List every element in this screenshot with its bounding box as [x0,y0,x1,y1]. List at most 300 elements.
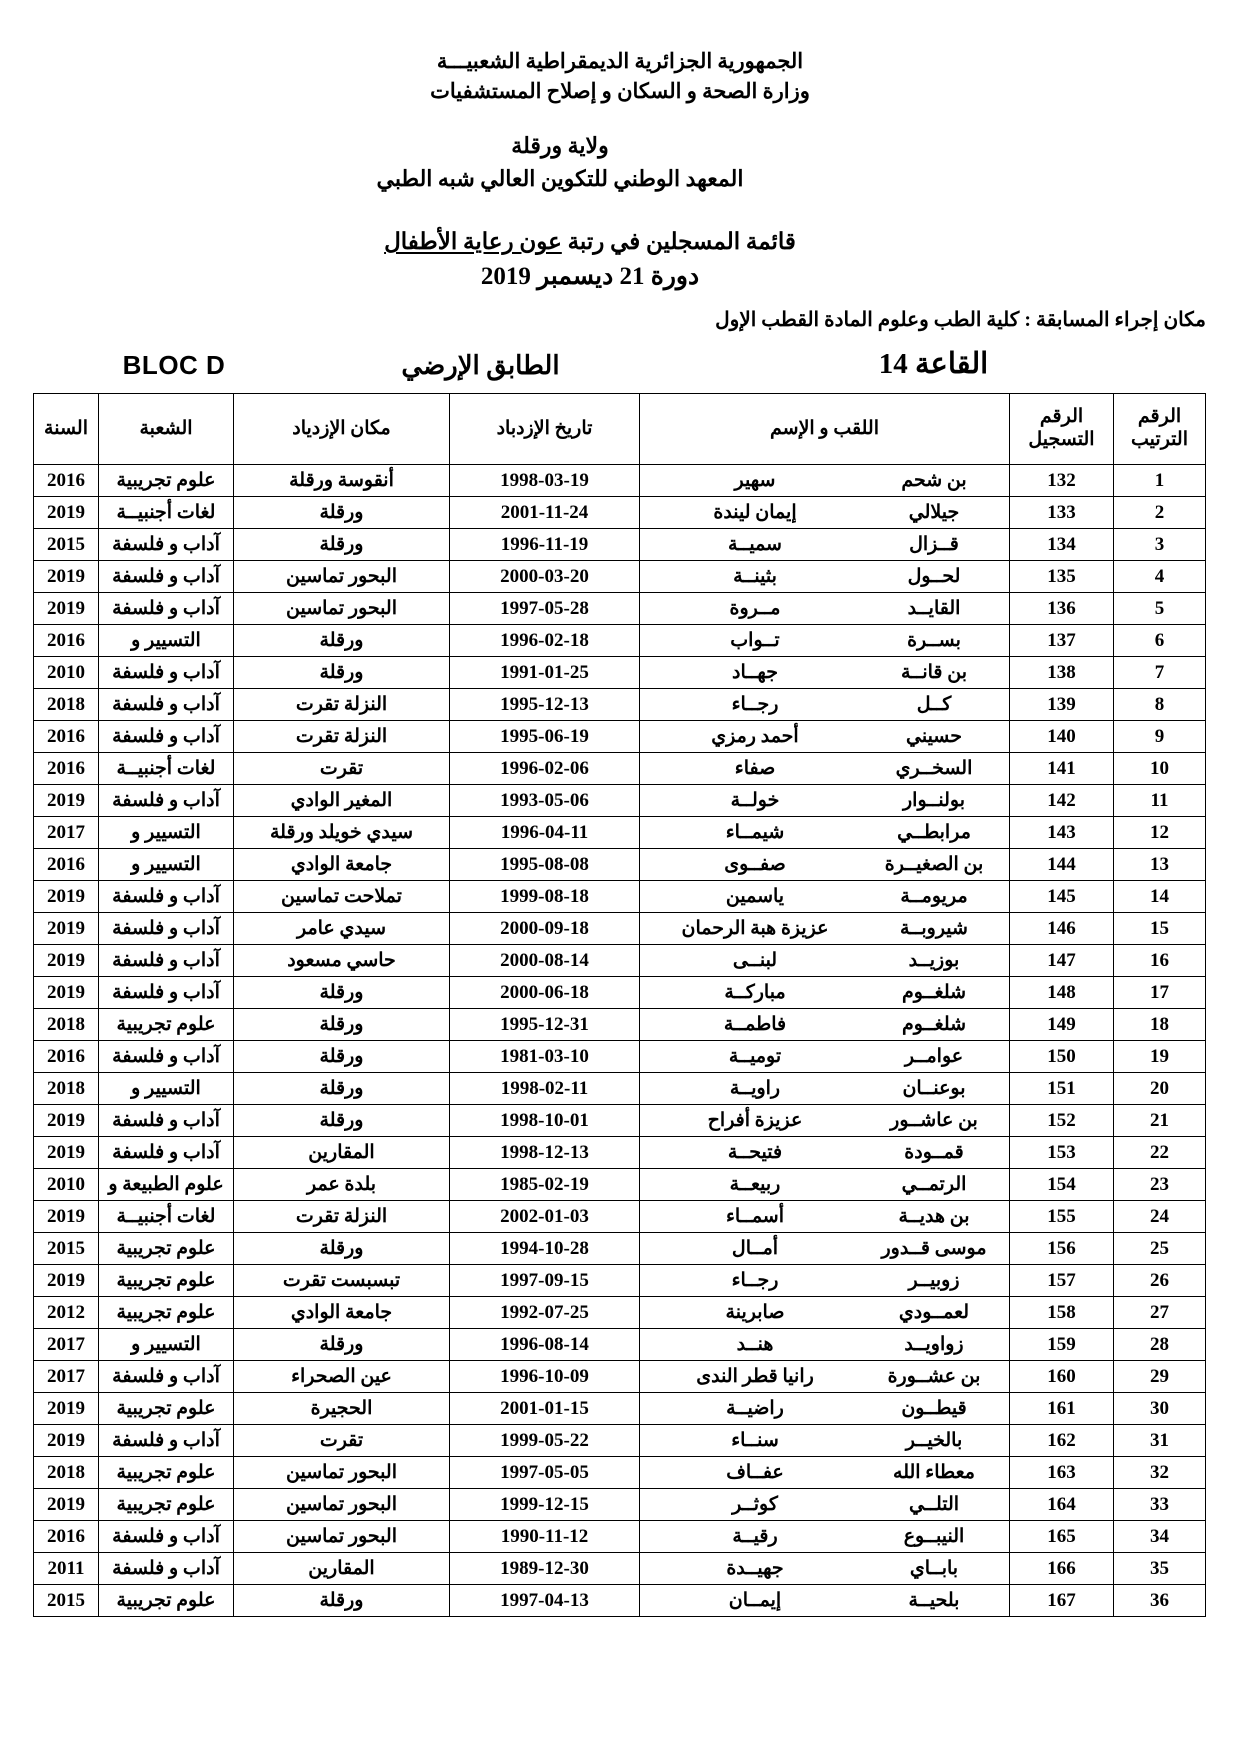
cell-lastname: موسى قــدور [881,1237,987,1259]
cell-ordre: 29 [1114,1360,1206,1392]
cell-branch: علوم تجريبية [99,1264,234,1296]
cell-name [640,624,1010,656]
cell-birth-date: 1999-12-15 [450,1488,640,1520]
cell-inscription: 161 [1010,1392,1114,1424]
cell-ordre: 34 [1114,1520,1206,1552]
cell-name [640,1104,1010,1136]
cell-lastname: بولنــوار [902,789,966,811]
cell-branch: آداب و فلسفة [99,1520,234,1552]
cell-name [640,1072,1010,1104]
cell-inscription: 152 [1010,1104,1114,1136]
cell-lastname: مريومــة [900,885,968,907]
cell-year: 2019 [34,1104,99,1136]
cell-ordre: 35 [1114,1552,1206,1584]
cell-inscription: 151 [1010,1072,1114,1104]
cell-name [640,1456,1010,1488]
table-row [34,688,1206,720]
cell-birth-place: ورقلة [234,624,450,656]
cell-ordre: 2 [1114,496,1206,528]
col-header-birth-date: تاريخ الإزدباد [450,393,640,464]
cell-ordre: 13 [1114,848,1206,880]
cell-branch: التسيير و [99,816,234,848]
cell-branch: علوم تجريبية [99,1488,234,1520]
cell-inscription: 139 [1010,688,1114,720]
cell-year: 2018 [34,1008,99,1040]
cell-name [640,1424,1010,1456]
cell-ordre: 27 [1114,1296,1206,1328]
cell-name [640,1392,1010,1424]
cell-year: 2019 [34,784,99,816]
table-row [34,656,1206,688]
cell-birth-place: سيدي خويلد ورقلة [234,816,450,848]
cell-firstname: مباركــة [724,981,786,1003]
cell-lastname: بن عشــورة [887,1365,981,1387]
cell-name [640,464,1010,496]
cell-ordre: 4 [1114,560,1206,592]
cell-inscription: 150 [1010,1040,1114,1072]
cell-branch: علوم تجريبية [99,1232,234,1264]
cell-lastname: حسيني [906,725,962,747]
table-row [34,560,1206,592]
cell-branch: علوم الطبيعة و [99,1168,234,1200]
cell-birth-date: 1985-02-19 [450,1168,640,1200]
cell-name [640,1168,1010,1200]
col-header-ordre-line1: الرقم [1137,406,1182,428]
cell-firstname: كوثــر [732,1493,778,1515]
cell-year: 2016 [34,464,99,496]
cell-firstname: عزيزة أفراح [707,1109,803,1131]
cell-ordre: 1 [1114,464,1206,496]
cell-year: 2019 [34,1392,99,1424]
cell-inscription: 142 [1010,784,1114,816]
cell-firstname: شيمــاء [725,821,785,843]
title-rank: عون رعاية الأطفال [384,228,562,254]
cell-firstname: رانيا قطر الندى [696,1365,814,1387]
cell-year: 2016 [34,720,99,752]
cell-birth-place: تبسبست تقرت [234,1264,450,1296]
cell-birth-place: المقارين [234,1136,450,1168]
table-row [34,1200,1206,1232]
cell-inscription: 162 [1010,1424,1114,1456]
cell-name [640,720,1010,752]
cell-birth-date: 2000-08-14 [450,944,640,976]
cell-birth-date: 1989-12-30 [450,1552,640,1584]
cell-name [640,1552,1010,1584]
col-header-ordre-line2: الترتيب [1131,428,1188,450]
cell-ordre: 6 [1114,624,1206,656]
cell-lastname: قــزال [909,533,959,555]
cell-year: 2019 [34,976,99,1008]
cell-branch: علوم تجريبية [99,1296,234,1328]
cell-firstname: هنــد [736,1333,774,1355]
cell-firstname: أحمد رمزي [711,725,799,747]
cell-lastname: معطاء الله [893,1461,975,1483]
cell-birth-date: 1981-03-10 [450,1040,640,1072]
cell-inscription: 156 [1010,1232,1114,1264]
cell-name [640,496,1010,528]
table-row [34,496,1206,528]
cell-lastname: بن قانــة [901,661,967,683]
table-body [34,464,1206,1616]
cell-inscription: 164 [1010,1488,1114,1520]
cell-birth-date: 1998-03-19 [450,464,640,496]
col-header-inscription [1010,393,1114,464]
cell-ordre: 22 [1114,1136,1206,1168]
cell-birth-date: 1998-02-11 [450,1072,640,1104]
cell-birth-date: 1995-06-19 [450,720,640,752]
cell-firstname: فتيحــة [727,1141,783,1163]
cell-branch: آداب و فلسفة [99,656,234,688]
table-row [34,1424,1206,1456]
cell-lastname: لحــول [907,565,961,587]
cell-year: 2019 [34,1488,99,1520]
cell-inscription: 163 [1010,1456,1114,1488]
cell-name [640,1136,1010,1168]
table-row [34,720,1206,752]
cell-name [640,784,1010,816]
session-date: دورة 21 ديسمبر 2019 [480,262,700,290]
cell-lastname: بن عاشــور [890,1109,978,1131]
cell-year: 2019 [34,1136,99,1168]
table-row [34,1264,1206,1296]
cell-name [640,880,1010,912]
cell-ordre: 23 [1114,1168,1206,1200]
col-header-inscription-line2: التسجيل [1028,428,1095,450]
cell-lastname: قمــودة [904,1141,964,1163]
cell-birth-date: 1996-11-19 [450,528,640,560]
cell-inscription: 145 [1010,880,1114,912]
cell-name [640,848,1010,880]
cell-inscription: 148 [1010,976,1114,1008]
col-header-inscription-line1: الرقم [1039,406,1084,428]
cell-birth-place: الحجيرة [234,1392,450,1424]
cell-branch: علوم تجريبية [99,1456,234,1488]
republic-header [34,46,1206,107]
cell-lastname: الرتمــي [901,1173,967,1195]
cell-branch: آداب و فلسفة [99,944,234,976]
cell-firstname: أسمــاء [725,1205,785,1227]
cell-birth-date: 1993-05-06 [450,784,640,816]
cell-inscription: 141 [1010,752,1114,784]
cell-name [640,1232,1010,1264]
cell-lastname: بســرة [907,629,961,651]
cell-ordre: 36 [1114,1584,1206,1616]
cell-firstname: صابرينة [725,1301,785,1323]
table-row [34,1232,1206,1264]
cell-birth-date: 2001-01-15 [450,1392,640,1424]
cell-inscription: 159 [1010,1328,1114,1360]
cell-year: 2015 [34,528,99,560]
cell-year: 2015 [34,1232,99,1264]
cell-lastname: بلحيــة [908,1589,960,1611]
cell-inscription: 133 [1010,496,1114,528]
cell-ordre: 15 [1114,912,1206,944]
page-title [34,229,1206,255]
table-row [34,1520,1206,1552]
cell-firstname: فاطمــة [723,1013,787,1035]
table-row [34,1584,1206,1616]
cell-branch: علوم تجريبية [99,464,234,496]
table-row [34,1392,1206,1424]
cell-birth-place: المغير الوادي [234,784,450,816]
cell-branch: آداب و فلسفة [99,1360,234,1392]
bloc-label: BLOC D [122,349,226,380]
cell-inscription: 154 [1010,1168,1114,1200]
table-header [34,393,1206,464]
table-row [34,1488,1206,1520]
cell-branch: آداب و فلسفة [99,560,234,592]
cell-birth-place: البحور تماسين [234,1456,450,1488]
cell-birth-place: البحور تماسين [234,592,450,624]
cell-birth-place: سيدي عامر [234,912,450,944]
cell-birth-place: جامعة الوادي [234,848,450,880]
cell-birth-place: حاسي مسعود [234,944,450,976]
cell-ordre: 8 [1114,688,1206,720]
cell-firstname: تــواب [730,629,780,651]
cell-birth-date: 1999-08-18 [450,880,640,912]
table-row [34,912,1206,944]
cell-inscription: 134 [1010,528,1114,560]
cell-lastname: القايــد [907,597,961,619]
cell-lastname: التلــي [908,1493,960,1515]
cell-lastname: قيطــون [901,1397,967,1419]
cell-inscription: 153 [1010,1136,1114,1168]
cell-branch: آداب و فلسفة [99,1424,234,1456]
cell-firstname: مــروة [729,597,781,619]
cell-inscription: 147 [1010,944,1114,976]
cell-inscription: 158 [1010,1296,1114,1328]
cell-ordre: 19 [1114,1040,1206,1072]
cell-lastname: شيروبــة [900,917,968,939]
cell-year: 2011 [34,1552,99,1584]
cell-birth-date: 1996-02-06 [450,752,640,784]
cell-year: 2019 [34,880,99,912]
cell-lastname: جيلالي [908,501,960,523]
cell-firstname: ربيعــة [729,1173,781,1195]
cell-year: 2017 [34,816,99,848]
cell-lastname: مرابطــي [897,821,971,843]
wilaya-name: ولاية ورقلة [511,132,609,158]
cell-firstname: رقيــة [732,1525,778,1547]
cell-firstname: جهيــدة [726,1557,784,1579]
cell-name [640,816,1010,848]
cell-inscription: 135 [1010,560,1114,592]
cell-year: 2012 [34,1296,99,1328]
cell-branch: آداب و فلسفة [99,784,234,816]
cell-ordre: 18 [1114,1008,1206,1040]
cell-birth-place: ورقلة [234,1584,450,1616]
cell-branch: علوم تجريبية [99,1584,234,1616]
cell-firstname: صفاء [734,757,776,779]
cell-birth-place: عين الصحراء [234,1360,450,1392]
cell-ordre: 11 [1114,784,1206,816]
cell-lastname: لعمــودي [898,1301,970,1323]
cell-name [640,1488,1010,1520]
cell-birth-place: ورقلة [234,1104,450,1136]
table-row [34,528,1206,560]
cell-year: 2015 [34,1584,99,1616]
table-row [34,1296,1206,1328]
cell-firstname: راويــة [729,1077,781,1099]
cell-birth-date: 1992-07-25 [450,1296,640,1328]
cell-branch: التسيير و [99,848,234,880]
cell-birth-place: النزلة تقرت [234,1200,450,1232]
cell-branch: لغات أجنبيــة [99,752,234,784]
cell-lastname: شلغــوم [901,1013,967,1035]
cell-ordre: 21 [1114,1104,1206,1136]
cell-name [640,1264,1010,1296]
cell-name [640,592,1010,624]
wilaya-block [34,129,1206,195]
cell-inscription: 149 [1010,1008,1114,1040]
cell-firstname: سهير [734,469,776,491]
cell-year: 2016 [34,1040,99,1072]
cell-ordre: 9 [1114,720,1206,752]
cell-birth-place: النزلة تقرت [234,720,450,752]
cell-lastname: كــل [916,693,952,715]
cell-year: 2019 [34,560,99,592]
table-row [34,944,1206,976]
cell-firstname: رجــاء [731,1269,779,1291]
table-row [34,784,1206,816]
cell-lastname: شلغــوم [901,981,967,1003]
cell-branch: آداب و فلسفة [99,1136,234,1168]
cell-birth-place: ورقلة [234,528,450,560]
cell-year: 2016 [34,752,99,784]
title-prefix: قائمة المسجلين في رتبة [561,228,796,254]
cell-inscription: 138 [1010,656,1114,688]
cell-lastname: عوامــر [904,1045,964,1067]
cell-branch: لغات أجنبيــة [99,1200,234,1232]
table-row [34,752,1206,784]
cell-birth-place: ورقلة [234,1040,450,1072]
cell-name [640,1296,1010,1328]
cell-name [640,1200,1010,1232]
cell-name [640,528,1010,560]
table-row [34,976,1206,1008]
cell-ordre: 31 [1114,1424,1206,1456]
cell-birth-place: أنقوسة ورقلة [234,464,450,496]
cell-ordre: 14 [1114,880,1206,912]
cell-birth-date: 1995-08-08 [450,848,640,880]
cell-year: 2016 [34,624,99,656]
cell-inscription: 146 [1010,912,1114,944]
table-row [34,1328,1206,1360]
cell-birth-place: تقرت [234,752,450,784]
cell-name [640,752,1010,784]
cell-ordre: 12 [1114,816,1206,848]
cell-birth-date: 1991-01-25 [450,656,640,688]
cell-birth-place: تقرت [234,1424,450,1456]
cell-inscription: 144 [1010,848,1114,880]
cell-name [640,1328,1010,1360]
cell-branch: لغات أجنبيــة [99,496,234,528]
cell-inscription: 137 [1010,624,1114,656]
cell-birth-date: 2000-09-18 [450,912,640,944]
cell-birth-place: ورقلة [234,656,450,688]
table-row [34,816,1206,848]
cell-birth-date: 2001-11-24 [450,496,640,528]
col-header-birth-place: مكان الإزدياد [234,393,450,464]
cell-firstname: رجــاء [731,693,779,715]
cell-year: 2016 [34,1520,99,1552]
cell-firstname: خولــة [730,789,780,811]
table-row [34,1168,1206,1200]
exam-place-line: مكان إجراء المسابقة : كلية الطب وعلوم المادة القطب الإول [715,308,1206,331]
cell-year: 2018 [34,1072,99,1104]
cell-ordre: 30 [1114,1392,1206,1424]
cell-birth-date: 1998-10-01 [450,1104,640,1136]
cell-inscription: 143 [1010,816,1114,848]
cell-ordre: 33 [1114,1488,1206,1520]
cell-name [640,976,1010,1008]
cell-birth-place: بلدة عمر [234,1168,450,1200]
col-header-year: السنة [34,393,99,464]
cell-branch: آداب و فلسفة [99,880,234,912]
cell-lastname: بالخيــر [905,1429,963,1451]
cell-firstname: عفــاف [726,1461,784,1483]
cell-year: 2016 [34,848,99,880]
cell-branch: آداب و فلسفة [99,1552,234,1584]
cell-year: 2019 [34,1424,99,1456]
room-info-row [34,346,1206,381]
cell-ordre: 10 [1114,752,1206,784]
cell-name [640,912,1010,944]
table-row [34,1104,1206,1136]
table-row [34,1552,1206,1584]
table-header-row [34,393,1206,464]
col-header-branch: الشعبة [99,393,234,464]
cell-inscription: 132 [1010,464,1114,496]
cell-birth-date: 1995-12-31 [450,1008,640,1040]
institute-name: المعهد الوطني للتكوين العالي شبه الطبي [376,165,744,191]
cell-name [640,1008,1010,1040]
cell-birth-place: النزلة تقرت [234,688,450,720]
cell-ordre: 20 [1114,1072,1206,1104]
cell-firstname: إيمــان [728,1589,782,1611]
table-row [34,1072,1206,1104]
cell-birth-place: البحور تماسين [234,1488,450,1520]
table-row [34,1008,1206,1040]
cell-inscription: 140 [1010,720,1114,752]
cell-branch: علوم تجريبية [99,1008,234,1040]
cell-birth-date: 2000-06-18 [450,976,640,1008]
cell-ordre: 3 [1114,528,1206,560]
cell-birth-date: 1997-09-15 [450,1264,640,1296]
cell-name [640,1584,1010,1616]
cell-firstname: إيمان ليندة [713,501,797,523]
cell-firstname: راضيــة [726,1397,784,1419]
cell-ordre: 16 [1114,944,1206,976]
cell-ordre: 5 [1114,592,1206,624]
cell-year: 2019 [34,912,99,944]
cell-birth-place: ورقلة [234,1232,450,1264]
cell-lastname: بن شحم [901,469,967,491]
cell-birth-place: البحور تماسين [234,560,450,592]
registrants-table [33,393,1206,1617]
cell-lastname: بوعنــان [902,1077,966,1099]
table-row [34,880,1206,912]
cell-inscription: 155 [1010,1200,1114,1232]
cell-lastname: زوبيــر [908,1269,960,1291]
cell-name [640,656,1010,688]
cell-branch: التسيير و [99,624,234,656]
cell-birth-date: 1995-12-13 [450,688,640,720]
cell-year: 2017 [34,1360,99,1392]
cell-lastname: بوزيــد [908,949,960,971]
cell-birth-place: البحور تماسين [234,1520,450,1552]
cell-birth-place: ورقلة [234,1008,450,1040]
